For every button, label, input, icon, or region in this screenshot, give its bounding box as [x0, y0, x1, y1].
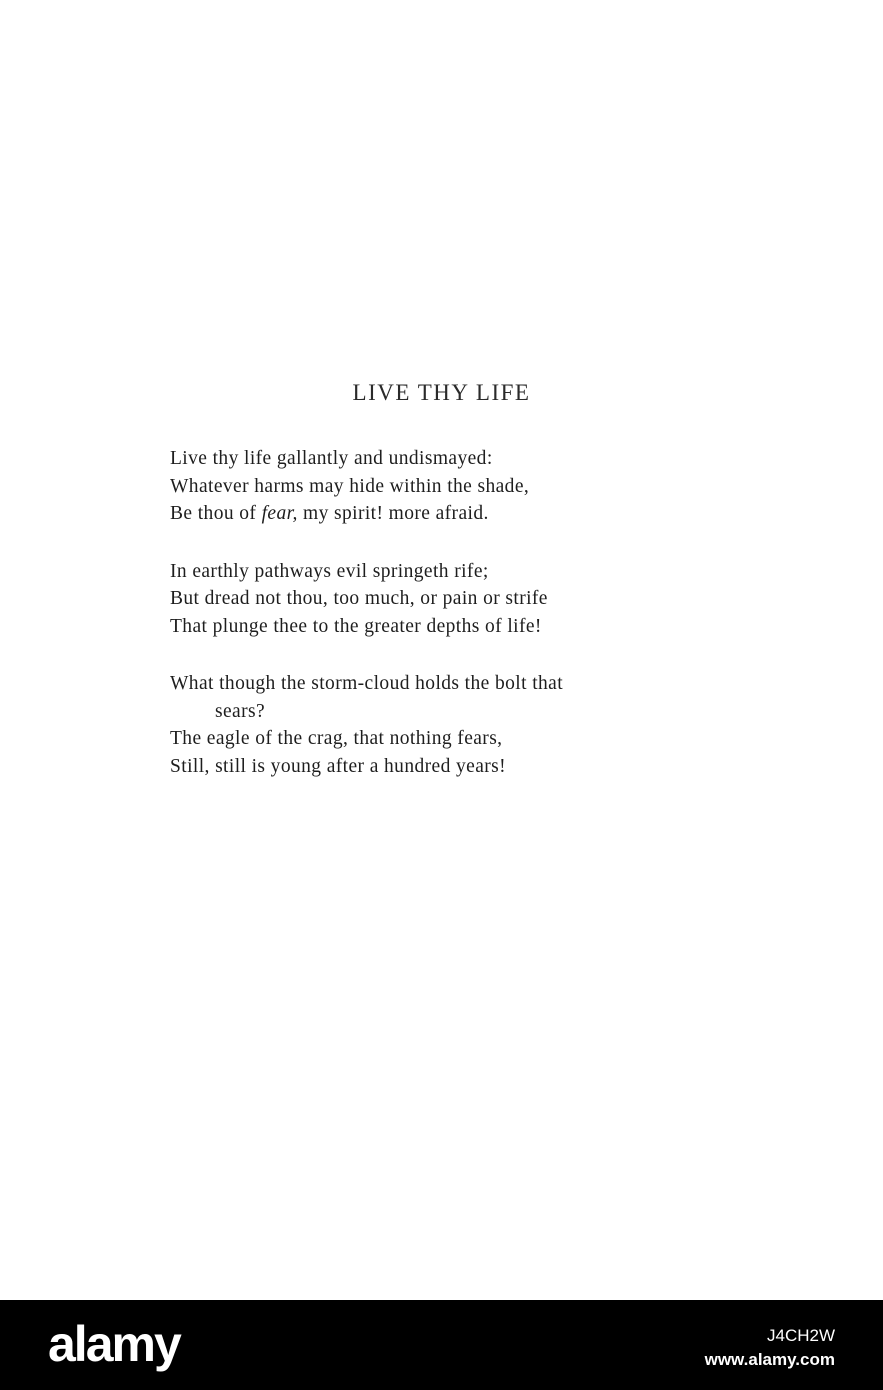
poem-line-continuation: sears? [215, 700, 266, 722]
watermark-banner [0, 1300, 883, 1390]
poem-line: Still, still is young after a hundred years! [170, 755, 507, 777]
watermark-url: www.alamy.com [704, 1350, 835, 1369]
poem-line: In earthly pathways evil springeth rife; [170, 560, 489, 582]
poem-line: But dread not thou, too much, or pain or strife [170, 588, 548, 609]
poem-title: LIVE THY LIFE [352, 380, 531, 405]
poem-line [170, 500, 770, 528]
poem-line: What though the storm-cloud holds the bolt that [170, 673, 564, 694]
stanza-3 [170, 670, 770, 780]
poem-body [170, 445, 770, 810]
poem-line-emphasis: fear, [261, 503, 298, 524]
alamy-logo: alamy [48, 1316, 180, 1372]
poem-line: The eagle of the crag, that nothing fears, [170, 728, 503, 749]
poem-line: Live thy life gallantly and undismayed: [170, 448, 493, 469]
stanza-2 [170, 558, 770, 641]
stanza-1 [170, 445, 770, 528]
poem-line: Whatever harms may hide within the shade, [170, 475, 530, 497]
poem-line: That plunge thee to the greater depths of life! [170, 615, 542, 637]
poem-line-text: my spirit! more afraid. [297, 503, 489, 524]
image-id: J4CH2W [766, 1326, 835, 1345]
poem-line-text: Be thou of [170, 503, 262, 524]
